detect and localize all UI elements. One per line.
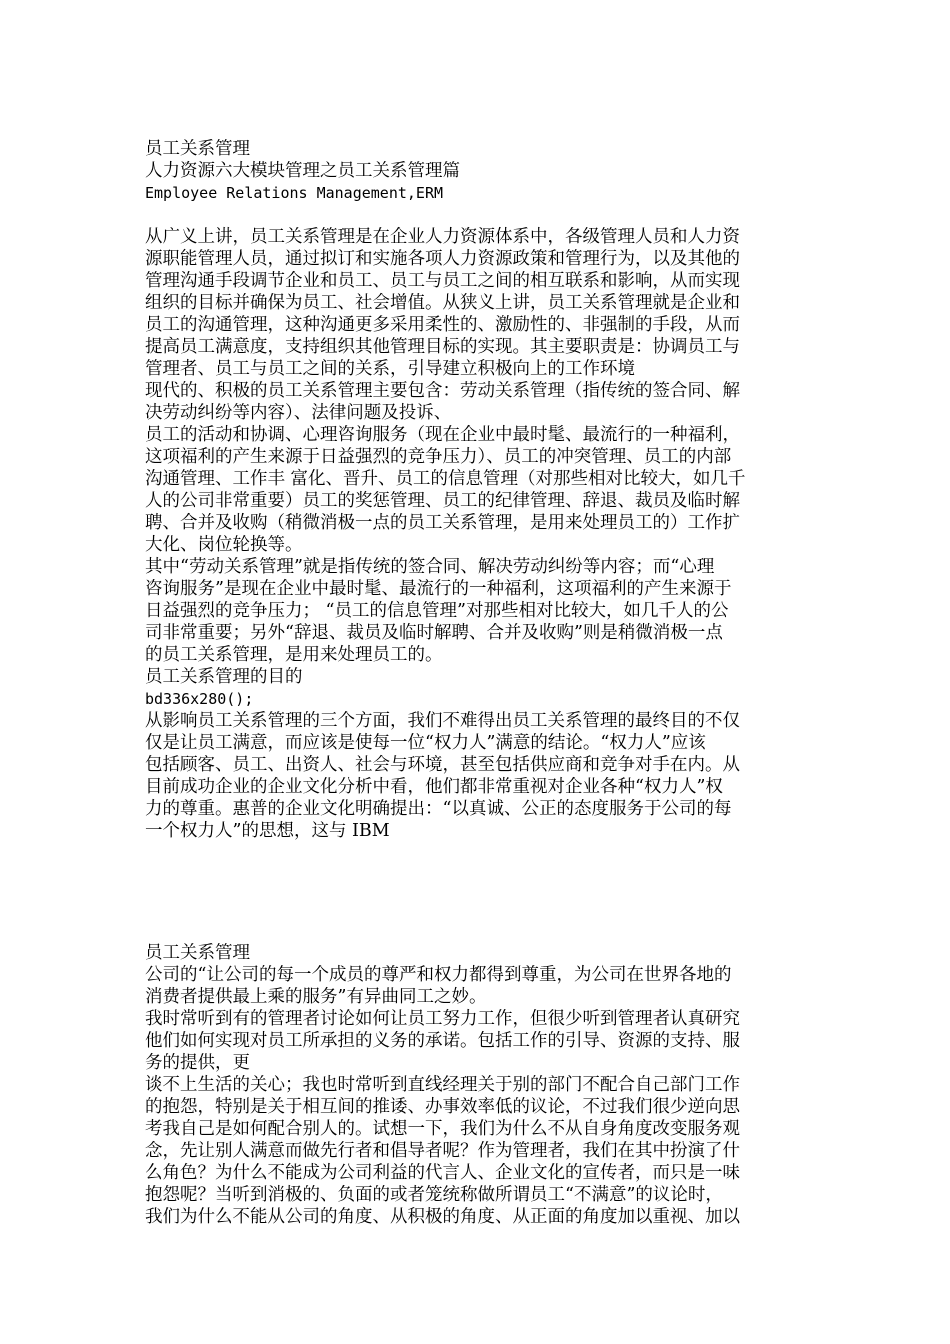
body-line: 大化、岗位轮换等。 [145, 535, 303, 555]
body-line: 务的提供，更 [145, 1053, 250, 1073]
body-line: 消费者提供最上乘的服务”有异曲同工之妙。 [145, 987, 487, 1007]
body-line: 么角色？为什么不能成为公司利益的代言人、企业文化的宣传者，而只是一味 [145, 1163, 740, 1183]
body-line: 提高员工满意度，支持组织其他管理目标的实现。其主要职责是：协调员工与 [145, 337, 740, 357]
body-line: 考我自己是如何配合别人的。试想一下，我们为什么不从自身角度改变服务观 [145, 1119, 740, 1139]
body-line: 日益强烈的竞争压力； “员工的信息管理”对那些相对比较大，如几千人的公 [145, 601, 729, 621]
document-page [145, 138, 805, 1228]
body-line: 源职能管理人员，通过拟订和实施各项人力资源政策和管理行为，以及其他的 [145, 249, 740, 269]
body-line: 司非常重要；另外“辞退、裁员及临时解聘、合并及收购”则是稍微消极一点 [145, 623, 723, 643]
body-line: 人的公司非常重要）员工的奖惩管理、员工的纪律管理、辞退、裁员及临时解 [145, 491, 740, 511]
body-line: 员工的活动和协调、心理咨询服务（现在企业中最时髦、最流行的一种福利， [145, 425, 740, 445]
body-line: 管理沟通手段调节企业和员工、员工与员工之间的相互联系和影响，从而实现 [145, 271, 740, 291]
body-line: 从广义上讲，员工关系管理是在企业人力资源体系中，各级管理人员和人力资 [145, 227, 740, 247]
body-line: 咨询服务”是现在企业中最时髦、最流行的一种福利，这项福利的产生来源于 [145, 579, 732, 599]
code-line: bd336x280(); [145, 690, 254, 708]
body-line: 组织的目标并确保为员工、社会增值。从狭义上讲，员工关系管理就是企业和 [145, 293, 740, 313]
body-line: 的员工关系管理，是用来处理员工的。 [145, 645, 443, 665]
body-line: 沟通管理、工作丰 富化、晋升、员工的信息管理（对那些相对比较大，如几千 [145, 469, 746, 489]
section1-body [145, 226, 805, 842]
english-title: Employee Relations Management,ERM [145, 184, 444, 202]
section-heading: 员工关系管理的目的 [145, 667, 303, 687]
body-line: 目前成功企业的企业文化分析中看，他们都非常重视对企业各种“权力人”权 [145, 777, 723, 797]
body-line: 公司的“让公司的每一个成员的尊严和权力都得到尊重，为公司在世界各地的 [145, 965, 732, 985]
body-line: 聘、合并及收购（稍微消极一点的员工关系管理，是用来处理员工的）工作扩 [145, 513, 740, 533]
body-line: 管理者、员工与员工之间的关系，引导建立积极向上的工作环境 [145, 359, 635, 379]
section2-title: 员工关系管理 [145, 943, 250, 963]
document-subtitle: 人力资源六大模块管理之员工关系管理篇 [145, 161, 460, 181]
body-line: 念，先让别人满意而做先行者和倡导者呢？作为管理者，我们在其中扮演了什 [145, 1141, 740, 1161]
body-line: 包括顾客、员工、出资人、社会与环境，甚至包括供应商和竞争对手在内。从 [145, 755, 740, 775]
body-line: 现代的、积极的员工关系管理主要包含：劳动关系管理（指传统的签合同、解 [145, 381, 740, 401]
body-line: 其中“劳动关系管理”就是指传统的签合同、解决劳动纠纷等内容；而“心理 [145, 557, 715, 577]
body-line: 力的尊重。惠普的企业文化明确提出：“以真诚、公正的态度服务于公司的每 [145, 799, 732, 819]
body-line: 我时常听到有的管理者讨论如何让员工努力工作，但很少听到管理者认真研究 [145, 1009, 740, 1029]
body-line: 决劳动纠纷等内容）、法律问题及投诉、 [145, 403, 452, 423]
section2-body [145, 942, 805, 1228]
body-line: 抱怨呢？当听到消极的、负面的或者笼统称做所谓员工“不满意”的议论时， [145, 1185, 723, 1205]
body-line: 员工的沟通管理，这种沟通更多采用柔性的、激励性的、非强制的手段，从而 [145, 315, 740, 335]
body-line: 一个权力人”的思想，这与 IBM [145, 821, 390, 841]
section-spacer [145, 842, 805, 942]
body-line: 谈不上生活的关心；我也时常听到直线经理关于别的部门不配合自己部门工作 [145, 1075, 740, 1095]
body-line: 我们为什么不能从公司的角度、从积极的角度、从正面的角度加以重视、加以 [145, 1207, 740, 1227]
body-line: 的抱怨，特别是关于相互间的推诿、办事效率低的议论，不过我们很少逆向思 [145, 1097, 740, 1117]
document-title: 员工关系管理 [145, 139, 250, 159]
body-line: 从影响员工关系管理的三个方面，我们不难得出员工关系管理的最终目的不仅 [145, 711, 740, 731]
blank-line [145, 204, 805, 226]
body-line: 仅是让员工满意，而应该是使每一位“权力人”满意的结论。“权力人”应该 [145, 733, 706, 753]
body-line: 他们如何实现对员工所承担的义务的承诺。包括工作的引导、资源的支持、服 [145, 1031, 740, 1051]
body-line: 这项福利的产生来源于日益强烈的竞争压力）、员工的冲突管理、员工的内部 [145, 447, 732, 467]
